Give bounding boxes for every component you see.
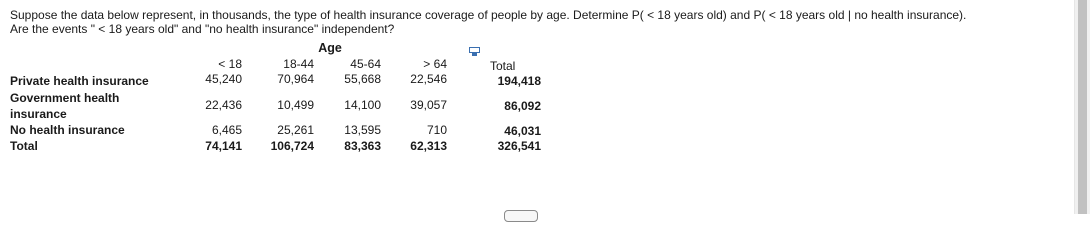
- scrollbar-thumb[interactable]: [1078, 0, 1087, 214]
- row-label-government-line2: insurance: [10, 107, 67, 121]
- answer-box-handle[interactable]: [504, 210, 538, 222]
- row-label-government-line1: Government health: [10, 91, 120, 105]
- question-line-1: Suppose the data below represent, in thousands, the type of health insurance coverage of people by age. Determine P( < 18 years old) and P( < 18 years old | no health insurance).: [10, 8, 967, 22]
- column-header-45-64: 45-64: [350, 57, 381, 71]
- cell-private-45-64: 55,668: [344, 72, 381, 86]
- cell-government-total: 86,092: [504, 99, 541, 113]
- cell-private-under-18: 45,240: [205, 72, 242, 86]
- row-label-no-insurance: No health insurance: [10, 123, 125, 137]
- column-header-total: Total: [490, 59, 516, 73]
- cell-private-over-64: 22,546: [410, 72, 447, 86]
- column-header-over-64: > 64: [423, 57, 447, 71]
- cell-grand-total: 326,541: [497, 139, 541, 153]
- cell-none-18-44: 25,261: [277, 123, 314, 137]
- cell-none-45-64: 13,595: [344, 123, 381, 137]
- column-header-18-44: 18-44: [283, 57, 314, 71]
- cell-private-total: 194,418: [497, 74, 541, 88]
- row-label-total: Total: [10, 139, 38, 153]
- vertical-scrollbar[interactable]: [1074, 0, 1090, 214]
- cell-none-total: 46,031: [504, 124, 541, 138]
- column-header-under-18: < 18: [218, 57, 242, 71]
- cell-government-under-18: 22,436: [205, 98, 242, 112]
- cell-none-under-18: 6,465: [211, 123, 242, 137]
- cell-private-18-44: 70,964: [277, 72, 314, 86]
- cell-government-45-64: 14,100: [344, 98, 381, 112]
- cell-total-45-64: 83,363: [344, 139, 381, 153]
- cell-government-18-44: 10,499: [277, 98, 314, 112]
- cell-total-over-64: 62,313: [410, 139, 447, 153]
- copy-table-icon[interactable]: [469, 47, 480, 57]
- cell-total-18-44: 106,724: [270, 139, 314, 153]
- row-label-private: Private health insurance: [10, 74, 149, 88]
- cell-government-over-64: 39,057: [410, 98, 447, 112]
- age-group-header: Age: [318, 41, 342, 55]
- cell-none-over-64: 710: [426, 123, 447, 137]
- cell-total-under-18: 74,141: [205, 139, 242, 153]
- question-line-2: Are the events " < 18 years old" and "no health insurance" independent?: [10, 22, 395, 36]
